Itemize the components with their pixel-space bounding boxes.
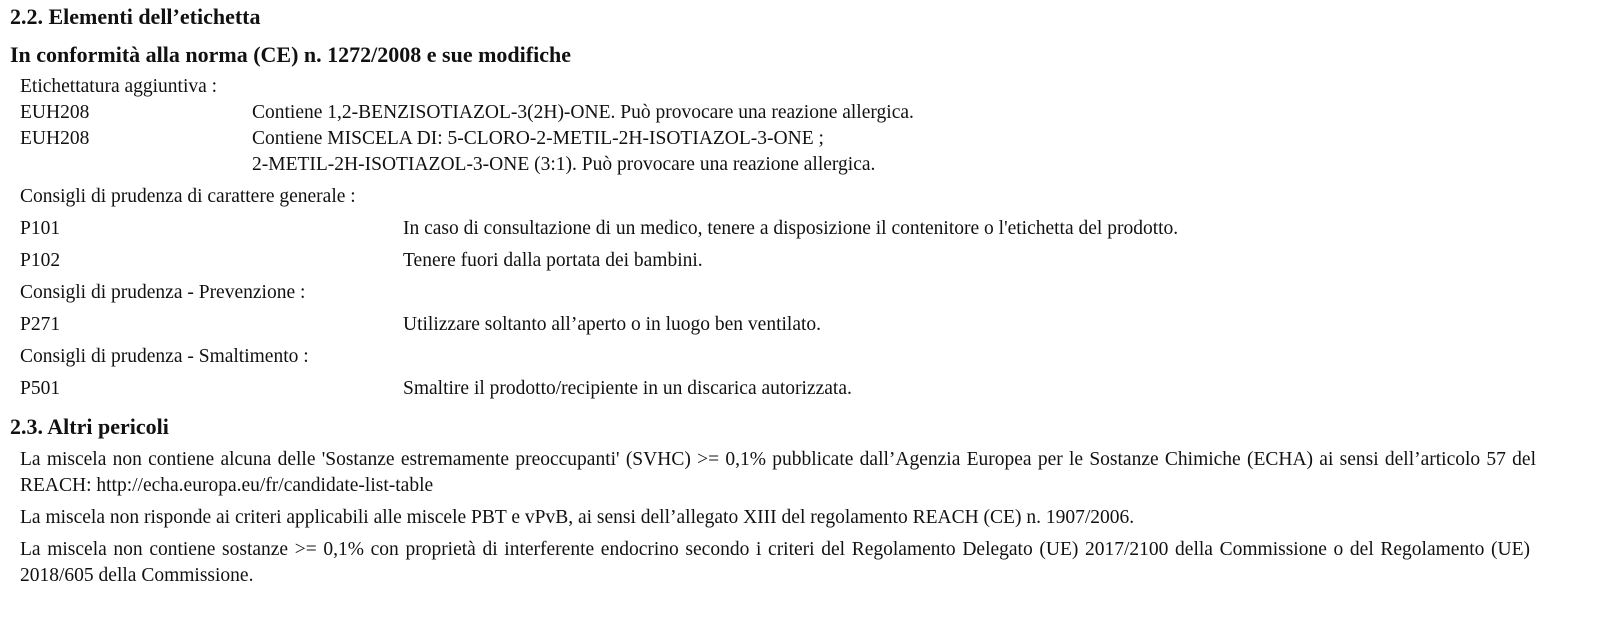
pbt-paragraph: La miscela non risponde ai criteri applicabili alle miscele PBT e vPvB, ai sensi dell’allegato XIII del regolamento REACH (CE) n. 1907/2006. <box>20 507 1135 528</box>
general-precautions-label: Consigli di prudenza di carattere generale : <box>20 186 356 207</box>
euh-statement-line: Contiene 1,2-BENZISOTIAZOL-3(2H)-ONE. Può provocare una reazione allergica. <box>252 102 914 123</box>
endocrine-paragraph: La miscela non contiene sostanze >= 0,1% con proprietà di interferente endocrino secondo i criteri del Regolamento Delegato (UE) 2017/2100 della Commissione o del Regolamento (UE) 2018/605 della Commissione. <box>20 539 1530 586</box>
precaution-text: Smaltire il prodotto/recipiente in un discarica autorizzata. <box>403 378 852 399</box>
prevention-label: Consigli di prudenza - Prevenzione : <box>20 282 306 303</box>
euh-statement-line: Contiene MISCELA DI: 5-CLORO-2-METIL-2H-ISOTIAZOL-3-ONE ; <box>252 128 824 149</box>
precaution-code: P271 <box>20 314 61 335</box>
precaution-text: Utilizzare soltanto all’aperto o in luogo ben ventilato. <box>403 314 822 335</box>
section-2-3-heading: 2.3. Altri pericoli <box>10 414 169 439</box>
precaution-text: Tenere fuori dalla portata dei bambini. <box>403 250 703 271</box>
disposal-label: Consigli di prudenza - Smaltimento : <box>20 346 309 367</box>
euh-code: EUH208 <box>20 102 90 123</box>
euh-code: EUH208 <box>20 128 90 149</box>
regulation-subheading: In conformità alla norma (CE) n. 1272/2008 e sue modifiche <box>10 42 571 67</box>
euh-statement-line: 2-METIL-2H-ISOTIAZOL-3-ONE (3:1). Può provocare una reazione allergica. <box>252 154 876 175</box>
precaution-code: P101 <box>20 218 61 239</box>
precaution-code: P501 <box>20 378 61 399</box>
section-2-2-heading: 2.2. Elementi dell’etichetta <box>10 4 261 29</box>
precaution-code: P102 <box>20 250 61 271</box>
svhc-paragraph: La miscela non contiene alcuna delle 'Sostanze estremamente preoccupanti' (SVHC) >= 0,1% pubblicate dall’Agenzia Europea per le Sostanze Chimiche (ECHA) ai sensi dell’articolo 57 del REACH: http://echa.europa.eu/fr/candidate-list-table <box>20 449 1536 496</box>
additional-labelling-label: Etichettatura aggiuntiva : <box>20 76 218 97</box>
precaution-text: In caso di consultazione di un medico, tenere a disposizione il contenitore o l'etichetta del prodotto. <box>403 218 1179 239</box>
